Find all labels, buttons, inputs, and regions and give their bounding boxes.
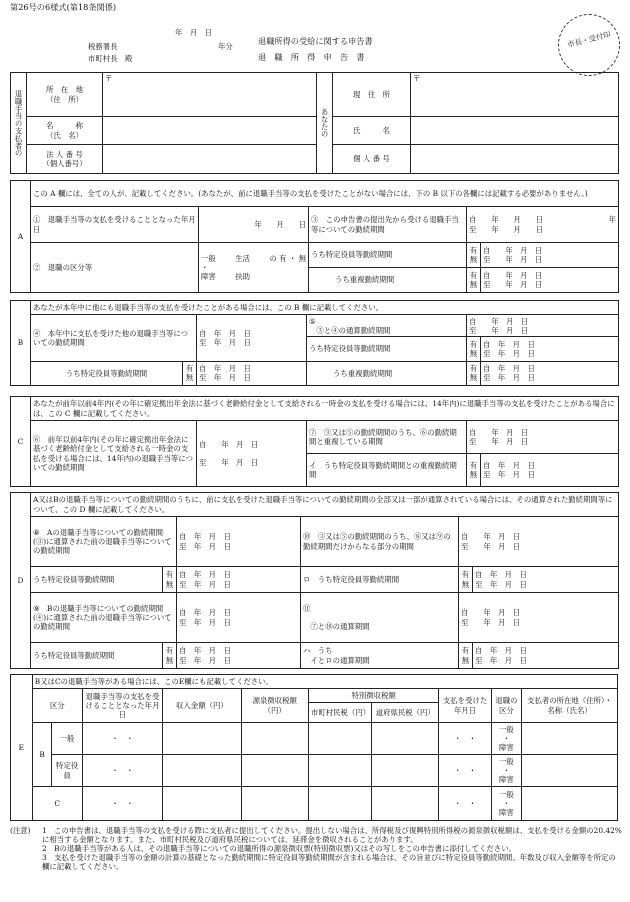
row-general-paydate[interactable]: ・ ・: [439, 723, 491, 755]
note-2: 2 Bの退職手当等がある人は、その退職手当等についての退職所得の源泉徴収票(特別徴収票)又はその写しをこの申告書に添付してください。: [42, 844, 516, 854]
section-c-letter: C: [11, 397, 31, 487]
row-general-city[interactable]: [308, 723, 371, 755]
item3-sub1-label: うち特定役員等勤続期間: [309, 243, 467, 268]
year-label: 年分: [218, 42, 233, 51]
item5-sub2-period[interactable]: 自 年 月 日 至 年 月 日: [481, 361, 619, 385]
row-general-label: 一般: [52, 723, 82, 755]
item5-label: ⑤ ③と④の通算勤続期間: [307, 315, 467, 337]
item7-period[interactable]: 自 年 月 日 至 年 月 日: [467, 421, 619, 454]
item8-sub-label: うち特定役員等勤続期間: [31, 567, 163, 593]
section-b: [10, 300, 619, 386]
you-mynumber-field[interactable]: [411, 145, 619, 174]
stamp-text: 市長・受付印: [566, 29, 612, 50]
section-d-letter: D: [11, 493, 31, 669]
payer-address-label: 所 在 地 （住 所）: [27, 73, 103, 117]
submission-date[interactable]: 年 月 日: [175, 28, 212, 37]
row-c-payer[interactable]: [522, 787, 618, 821]
section-b-letter: B: [11, 301, 31, 386]
row-c-label: C: [32, 787, 82, 821]
col-kubun2: 退職の区分: [491, 689, 521, 723]
you-mynumber-label: 個 人 番 号: [333, 145, 411, 174]
row-officer-kubun[interactable]: 一般 ・ 障害: [491, 755, 521, 787]
item8-label: ⑧ Aの退職手当等についての勤続期間(③)に通算された前の退職手当等についての勤続期間: [31, 517, 177, 567]
notes: [10, 826, 622, 871]
note-1: (注意) 1 この申告書は、退職手当等の支払を受ける際に支払者に提出してください。提出しない場合は、所得税及び復興特別所得税の源泉徴収税額は、支払を受ける金額の20.42%に相当する金額となります。また、市町村民税及び道府県民税については、延滞金を徴収されることがあります。: [10, 826, 622, 845]
item4-sub-period[interactable]: 自 年 月 日 至 年 月 日: [197, 361, 307, 385]
row-officer-city[interactable]: [308, 755, 371, 787]
form-title: 退職所得の受給に関する申告書: [258, 36, 373, 46]
item10-period[interactable]: 自 年 月 日 至 年 月 日: [459, 517, 619, 567]
item10-label: ⑩ ③又は⑤の勤続期間のうち、⑧又は⑨の勤続期間だけからなる部分の期間: [301, 517, 459, 567]
item11-sub-period[interactable]: 自 年 月 日 至 年 月 日: [473, 643, 619, 669]
row-general-payer[interactable]: [522, 723, 618, 755]
item3-sub1-period[interactable]: 自 年 月 日 至 年 月 日: [481, 243, 619, 268]
payer-name-field[interactable]: [103, 117, 317, 145]
row-officer-withheld[interactable]: [241, 755, 308, 787]
row-general-withheld[interactable]: [241, 723, 308, 755]
recipient-mayor: 市町村長 殿: [88, 54, 133, 63]
payer-address-field[interactable]: [103, 73, 317, 117]
section-e-intro: B又はCの退職手当等がある場合には、このE欄にも記載してください。: [32, 675, 617, 689]
you-address-field[interactable]: [411, 73, 619, 117]
form-number: 第26号の6様式(第18条関係): [10, 2, 117, 12]
form-subtitle: 退 職 所 得 申 告 書: [258, 52, 365, 62]
item10-sub-label: ロ うち特定役員等勤続期間: [301, 567, 459, 593]
row-officer-paydate[interactable]: ・ ・: [439, 755, 491, 787]
payer-you-table: [10, 72, 619, 174]
item3-sub1-umu[interactable]: 有 無: [467, 243, 481, 268]
item3-sub2-umu[interactable]: 有 無: [467, 268, 481, 293]
item9-period[interactable]: 自 年 月 日 至 年 月 日: [177, 593, 301, 643]
item2-label: ② 退職の区分等: [31, 243, 199, 293]
row-general-kubun[interactable]: 一般 ・ 障害: [491, 723, 521, 755]
row-b-label: B: [32, 723, 52, 787]
item7-sub-label: イ うち特定役員等勤続期間との重複勤続期間: [307, 454, 467, 487]
section-e: [10, 674, 618, 821]
payer-corp-number-label: 法 人 番 号 （個人番号）: [27, 145, 103, 174]
item5-period[interactable]: 自 年 月 日 至 年 月 日: [467, 315, 619, 337]
row-c-date[interactable]: ・ ・: [82, 787, 162, 821]
item2-yesno[interactable]: の 有 ・ 無: [269, 253, 306, 263]
item3-sub2-period[interactable]: 自 年 月 日 至 年 月 日: [481, 268, 619, 293]
item5-sub2-umu[interactable]: 有 無: [467, 361, 481, 385]
col-paydate: 支払を受けた年月日: [439, 689, 491, 723]
you-postal-mark: 〒: [413, 74, 421, 83]
item3-sub2-label: うち重複勤続期間: [309, 268, 467, 293]
item8-sub-period[interactable]: 自 年 月 日 至 年 月 日: [177, 567, 301, 593]
section-c: [10, 396, 619, 487]
item9-sub-label: うち特定役員等勤続期間: [31, 643, 163, 669]
item11-sub-label: ハ うち イとロの通算期間: [301, 643, 459, 669]
row-c-kubun[interactable]: 一般 ・ 障害: [491, 787, 521, 821]
section-a-letter: A: [11, 181, 31, 293]
item10-sub-umu[interactable]: 有 無: [459, 567, 473, 593]
item5-sub1-umu[interactable]: 有 無: [467, 337, 481, 361]
notes-head: (注意): [10, 826, 31, 835]
item2-kubun[interactable]: 一般 ・ 障害: [201, 253, 216, 282]
item7-sub-umu[interactable]: 有 無: [467, 454, 481, 487]
col-amount: 収入金額（円）: [163, 689, 241, 723]
item2-options[interactable]: [199, 243, 309, 293]
section-c-intro: あなたが前年以前4年内(その年に確定拠出年金法に基づく老齢給付金として支給される一時金の支払を受ける場合には、14年内)に退職手当等の支払を受けたことがある場合には、この C 欄に記載してください。: [31, 397, 619, 421]
item3-period[interactable]: [467, 207, 619, 243]
item4-label: ④ 本年中に支払を受けた他の退職手当等についての勤続期間: [31, 315, 197, 362]
item6-label: ⑥ 前年以前4年内(その年に確定拠出年金法に基づく老齢給付金として支給される一時金の支払を受ける場合には、14年内)の退職手当等についての勤続期間: [31, 421, 197, 487]
recipient-tax-office: 税務署長: [88, 42, 118, 51]
col-payer: 支払者の所在地（住所）・名称（氏名）: [522, 689, 618, 723]
item6-period[interactable]: 自 年 月 日 至 年 月 日: [197, 421, 307, 487]
section-d-intro: A又はBの退職手当等についての勤続期間のうちに、前に支払を受けた退職手当等についての勤続期間の全部又は一部が通算されている場合には、その通算された勤続期間等について、この D 欄に記載してください。: [31, 493, 619, 517]
item9-sub-period[interactable]: 自 年 月 日 至 年 月 日: [177, 643, 301, 669]
from-row: 自 年 月 日 年: [469, 215, 617, 225]
item8-sub-umu[interactable]: 有 無: [163, 567, 177, 593]
item5-sub1-period[interactable]: 自 年 月 日 至 年 月 日: [481, 337, 619, 361]
row-c-paydate[interactable]: ・ ・: [439, 787, 491, 821]
row-officer-date[interactable]: ・ ・: [82, 755, 162, 787]
col-pref: 道府県民税（円）: [372, 703, 439, 723]
reception-stamp: [558, 14, 620, 76]
row-general-amount[interactable]: [163, 723, 241, 755]
row-officer-pref[interactable]: [372, 755, 439, 787]
you-side-label: あなたの: [317, 73, 333, 174]
to-row: 至 年 月 日: [469, 224, 544, 234]
section-a-intro: この A 欄には、全ての人が、記載してください。(あなたが、前に退職手当等の支払を受けたことがない場合には、下の B 以下の各欄には記載する必要がありません。): [31, 181, 619, 207]
item4-sub-label: うち特定役員等勤続期間: [31, 361, 183, 385]
item7-label: ⑦ ③又は⑤の勤続期間のうち、⑥の勤続期間と重複している期間: [307, 421, 467, 454]
item4-sub-umu[interactable]: 有 無: [183, 361, 197, 385]
item7-sub-period[interactable]: 自 年 月 日 至 年 月 日: [481, 454, 619, 487]
item11-sub-umu[interactable]: 有 無: [459, 643, 473, 669]
item10-sub-period[interactable]: 自 年 月 日 至 年 月 日: [473, 567, 619, 593]
item1-label: ① 退職手当等の支払を受けることとなった年月日: [31, 207, 199, 243]
note-3: 3 支払を受けた退職手当等の金額の計算の基礎となった勤続期間に特定役員等勤続期間が含まれる場合は、その旨並びに特定役員等勤続期間、年数及び収入金額等を所定の欄に記載してください。: [42, 853, 616, 872]
item11-period[interactable]: 自 年 月 日 至 年 月 日: [459, 593, 619, 643]
section-d: [10, 492, 619, 669]
row-officer-label: 特定役員: [52, 755, 82, 787]
row-c-amount[interactable]: [163, 787, 241, 821]
item5-sub2-label: うち重複勤続期間: [307, 361, 467, 385]
item3-label: ③ この申告書の提出先から受ける退職手当等についての勤続期間: [309, 207, 467, 243]
row-general-date[interactable]: ・ ・: [82, 723, 162, 755]
item4-period[interactable]: 自 年 月 日 至 年 月 日: [197, 315, 307, 362]
item8-period[interactable]: 自 年 月 日 至 年 月 日: [177, 517, 301, 567]
you-address-label: 現 住 所: [333, 73, 411, 117]
payer-corp-number-field[interactable]: [103, 145, 317, 174]
item1-date-field[interactable]: 年 月 日: [199, 207, 309, 243]
row-c-city[interactable]: [308, 787, 371, 821]
row-general-pref[interactable]: [372, 723, 439, 755]
section-b-intro: あなたが本年中に他にも退職手当等の支払を受けたことがある場合には、この B 欄に記載してください。: [31, 301, 619, 315]
row-officer-amount[interactable]: [163, 755, 241, 787]
item9-sub-umu[interactable]: 有 無: [163, 643, 177, 669]
col-kubun: 区分: [32, 689, 82, 723]
you-name-label: 氏 名: [333, 117, 411, 145]
section-a: [10, 180, 619, 293]
payer-name-label: 名 称 （氏 名）: [27, 117, 103, 145]
row-c-withheld[interactable]: [241, 787, 308, 821]
you-name-field[interactable]: [411, 117, 619, 145]
col-withheld: 源泉徴収税額（円）: [241, 689, 308, 723]
item9-label: ⑨ Bの退職手当等についての勤続期間(④)に通算された前の退職手当等についての勤続期間: [31, 593, 177, 643]
payer-side-label: 退職手当の支払者の: [11, 73, 27, 174]
row-c-pref[interactable]: [372, 787, 439, 821]
item11-label: ⑪ ⑦と⑩の通算期間: [301, 593, 459, 643]
col-special: 特別徴収税額: [308, 689, 439, 703]
payer-postal-mark: 〒: [105, 74, 113, 83]
section-e-letter: E: [11, 675, 33, 821]
col-city: 市町村民税（円）: [308, 703, 371, 723]
item2-life: 生活 扶助: [235, 253, 250, 282]
item5-sub1-label: うち特定役員等勤続期間: [307, 337, 467, 361]
row-officer-payer[interactable]: [522, 755, 618, 787]
col-date: 退職手当等の支払を受けることとなった年月日: [82, 689, 162, 723]
